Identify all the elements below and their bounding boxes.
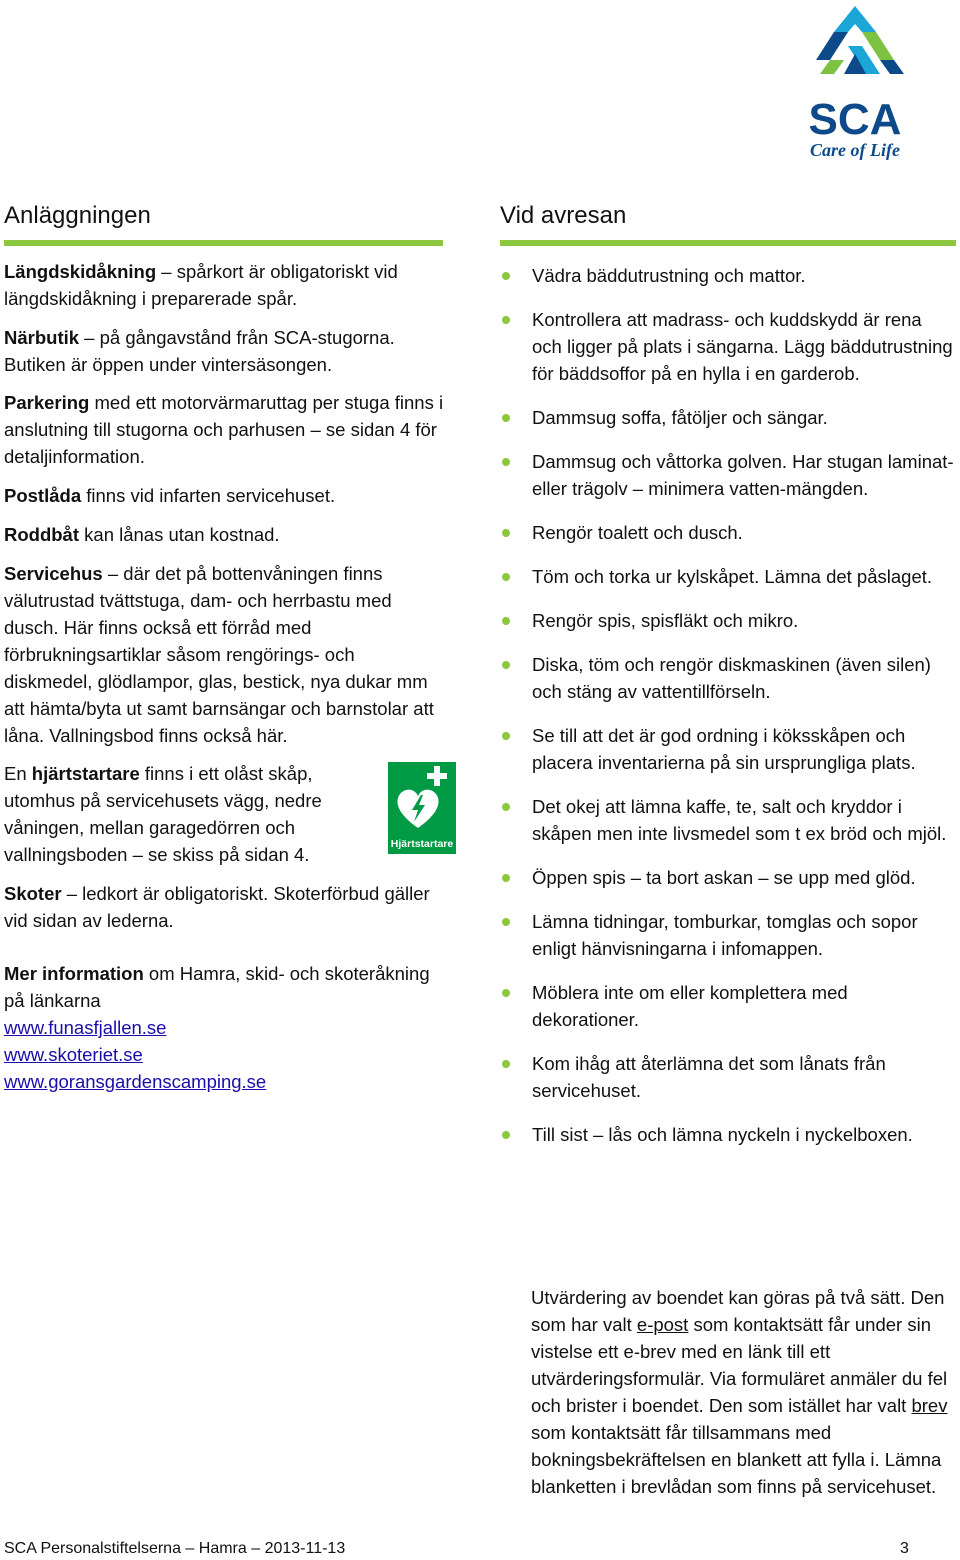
term-rowboat: Roddbåt (4, 524, 80, 545)
left-column-header (4, 196, 450, 246)
list-item-text: Dammsug och våttorka golven. Har stugan laminat- eller trägolv – minimera vatten-mängden. (532, 451, 954, 499)
note-letter-term: brev (911, 1394, 948, 1416)
list-item-text: Kontrollera att madrass- och kuddskydd är rena och ligger på plats i sängarna. Lägg bäddutrustning för bäddsoffor på en hylla i en garderob. (532, 309, 953, 384)
bullet-icon (502, 414, 510, 422)
term-mailbox: Postlåda (4, 485, 82, 506)
bullet-icon (502, 989, 510, 997)
text-snowmobile: – ledkort är obligatoriskt. Skoterförbud gäller vid sidan av lederna. (4, 883, 430, 931)
list-item-text: Diska, töm och rengör diskmaskinen (även silen) och stäng av vattentillförseln. (532, 654, 931, 702)
list-item (500, 979, 956, 1033)
list-item-text: Töm och torka ur kylskåpet. Lämna det påslaget. (532, 566, 933, 587)
list-item-text: Kom ihåg att återlämna det som lånats från servicehuset. (532, 1053, 886, 1101)
term-skiing: Längdskidåkning (4, 261, 157, 282)
list-item (500, 1121, 956, 1148)
list-item (500, 607, 956, 634)
list-item (500, 404, 956, 431)
paragraph-rowboat (4, 521, 444, 548)
logo-name: SCA (808, 95, 902, 144)
list-item-text: Öppen spis – ta bort askan – se upp med glöd. (532, 867, 916, 888)
list-item (500, 448, 956, 502)
page-number: 3 (900, 1540, 909, 1557)
list-item (500, 563, 956, 590)
bullet-icon (502, 316, 510, 324)
section-heading-departure: Vid avresan (500, 202, 627, 229)
list-item-text: Till sist – lås och lämna nyckeln i nyckelboxen. (532, 1124, 913, 1145)
bullet-icon (502, 573, 510, 581)
paragraph-skiing (4, 258, 444, 312)
list-item-text: Vädra bäddutrustning och mattor. (532, 265, 806, 286)
footer-text: SCA Personalstiftelserna – Hamra – 2013-11-13 (4, 1540, 346, 1557)
note-text-1: Utvärdering av boendet kan göras på två sätt. Den som har valt (531, 1286, 945, 1335)
bullet-icon (502, 529, 510, 537)
term-shop: Närbutik (4, 327, 80, 348)
bullet-icon (502, 732, 510, 740)
link-skoteriet[interactable]: www.skoteriet.se (4, 1044, 143, 1065)
right-column-header (500, 196, 956, 246)
defibrillator-label: Hjärtstartare (390, 838, 454, 850)
term-snowmobile: Skoter (4, 883, 62, 904)
paragraph-defibrillator (4, 760, 376, 868)
logo-tagline: Care of Life (810, 140, 900, 160)
paragraph-servicehouse (4, 560, 444, 749)
list-item (500, 864, 956, 891)
list-item-text: Möblera inte om eller komplettera med dekorationer. (532, 982, 848, 1030)
paragraph-snowmobile (4, 880, 444, 934)
departure-checklist (500, 262, 956, 1165)
text-defibrillator-pre: En (4, 763, 32, 784)
term-servicehouse: Servicehus (4, 563, 103, 584)
list-item (500, 519, 956, 546)
bullet-icon (502, 272, 510, 280)
note-email-term: e-post (636, 1313, 689, 1335)
bullet-icon (502, 803, 510, 811)
bullet-icon (502, 617, 510, 625)
heading-underline (500, 240, 956, 246)
paragraph-shop (4, 324, 444, 378)
paragraph-more-info (4, 960, 444, 1014)
list-item (500, 651, 956, 705)
list-item-text: Se till att det är god ordning i köksskåpen och placera inventarierna på sin ursprungliga plats. (532, 725, 916, 773)
bullet-icon (502, 1060, 510, 1068)
term-more-info: Mer information (4, 963, 144, 984)
sca-logo (800, 2, 910, 160)
heading-underline (4, 240, 443, 246)
text-mailbox: finns vid infarten servicehuset. (81, 485, 336, 506)
defibrillator-sign (388, 762, 456, 854)
list-item (500, 908, 956, 962)
text-skiing: – spårkort är obligatoriskt vid längdskidåkning i preparerade spår. (4, 261, 398, 309)
list-item-text: Rengör toalett och dusch. (532, 522, 743, 543)
text-rowboat: kan lånas utan kostnad. (79, 524, 280, 545)
text-shop: – på gångavstånd från SCA-stugorna. Butiken är öppen under vintersäsongen. (4, 327, 395, 375)
bullet-icon (502, 918, 510, 926)
bullet-icon (502, 661, 510, 669)
list-item-text: Rengör spis, spisfläkt och mikro. (532, 610, 799, 631)
list-item-text: Lämna tidningar, tomburkar, tomglas och sopor enligt hänvisningarna i infomappen. (532, 911, 918, 959)
text-more-info: om Hamra, skid- och skoteråkning på länkarna (4, 963, 430, 1011)
paragraph-parking (4, 389, 444, 470)
bullet-icon (502, 874, 510, 882)
list-item (500, 722, 956, 776)
list-item (500, 262, 956, 289)
section-heading-facilities: Anläggningen (4, 202, 151, 229)
text-defibrillator: finns i ett olåst skåp, utomhus på servicehusets vägg, nedre våningen, mellan garagedörren och vallningsboden – se skiss på sidan 4. (4, 763, 322, 865)
text-parking: med ett motorvärmaruttag per stuga finns i anslutning till stugorna och parhusen – se sidan 4 för detaljinformation. (4, 392, 444, 467)
list-item (500, 1050, 956, 1104)
term-parking: Parkering (4, 392, 90, 413)
defibrillator-icon (388, 762, 456, 854)
text-servicehouse: – där det på bottenvåningen finns välutrustad tvättstuga, dam- och herrbastu med dusch. Här finns också ett förråd med förbrukningsartiklar såsom rengörings- och diskmedel, glödlampor, glas, bestick, nya dukar mm att hämta/byta ut samt barnsängar och barnstolar att låna. Vallningsbod finns också här. (4, 563, 434, 746)
bullet-icon (502, 1131, 510, 1139)
link-goransgardenscamping[interactable]: www.goransgardenscamping.se (4, 1071, 267, 1092)
list-item-text: Det okej att lämna kaffe, te, salt och kryddor i skåpen men inte livsmedel som t ex bröd och mjöl. (532, 796, 947, 844)
paragraph-mailbox (4, 482, 444, 509)
list-item-text: Dammsug soffa, fåtöljer och sängar. (532, 407, 828, 428)
note-text-3: som kontaktsätt får tillsammans med bokningsbekräftelsen en blankett att fylla i. Lämna blanketten i brevlådan som finns på servicehuset. (531, 1421, 942, 1497)
link-funasfjallen[interactable]: www.funasfjallen.se (4, 1017, 167, 1038)
list-item (500, 793, 956, 847)
list-item (500, 306, 956, 387)
term-defibrillator: hjärtstartare (31, 763, 140, 784)
link-list (4, 1014, 444, 1095)
evaluation-note (531, 1284, 956, 1500)
sca-logo-graphic (800, 2, 910, 160)
note-text-2: som kontaktsätt får under sin vistelse ett e-brev med en länk till ett utvärderingsformulär. Via formuläret anmäler du fel och brister i boendet. Den som istället har valt (531, 1313, 948, 1416)
bullet-icon (502, 458, 510, 466)
